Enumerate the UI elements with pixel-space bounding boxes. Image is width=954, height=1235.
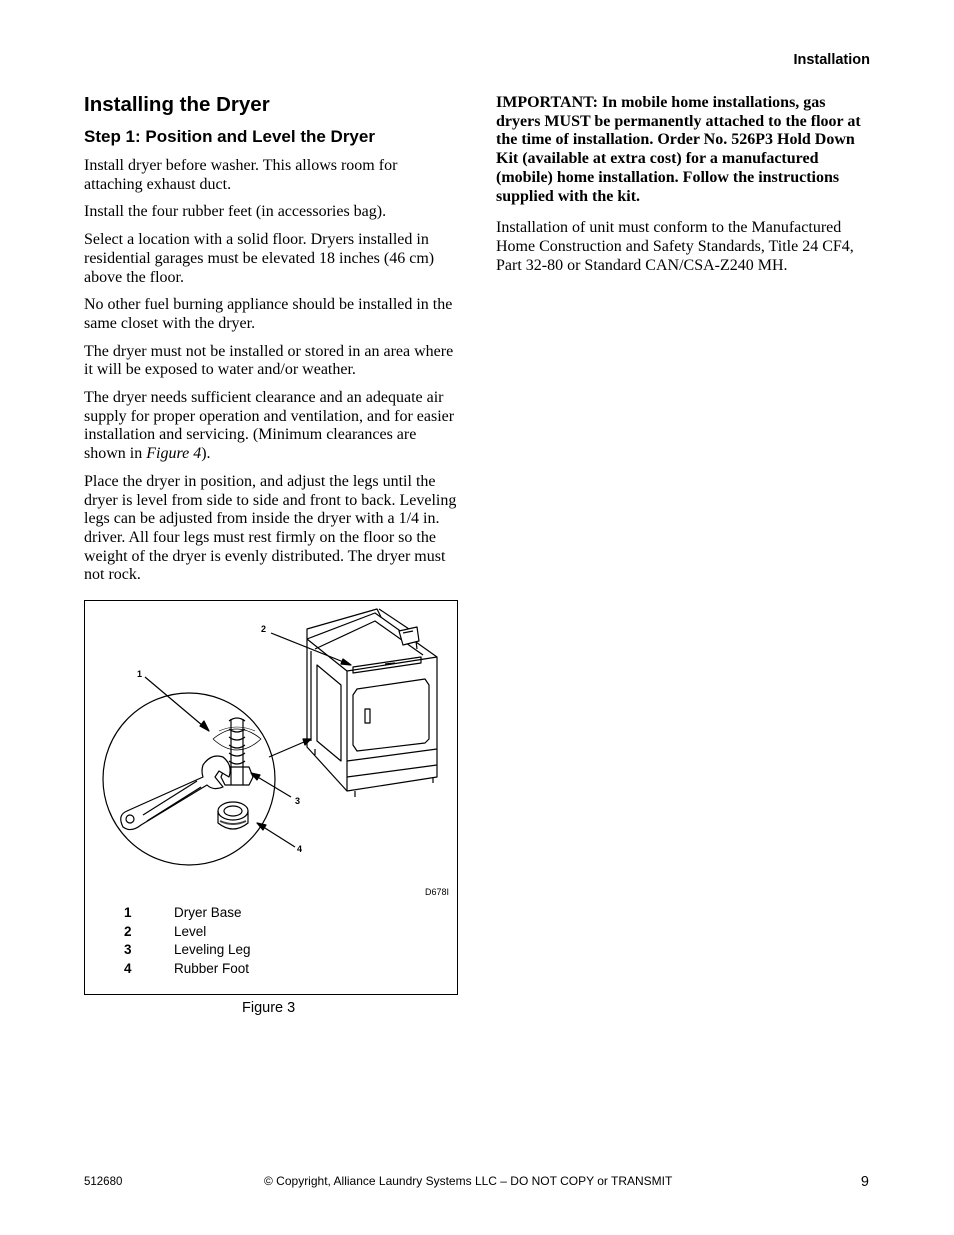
document-number: 512680 [84,1176,123,1188]
paragraph-install-order: Install dryer before washer. This allows room for attaching exhaust duct. [84,157,398,193]
clearance-text: The dryer needs sufficient clearance and an adequate air supply for proper operation and ventilation, and for easier installation and servicing. (Minimum clearances are shown in [84,389,455,463]
legend-label: Leveling Leg [174,942,251,958]
figure-4-reference: Figure 4 [146,445,202,463]
paragraph-location: Select a location with a solid floor. Dryers installed in residential garages must be elevated 18 inches (46 cm) above the floor. [84,231,435,286]
right-column [496,94,870,284]
figure-legend [124,904,251,979]
figure-code: D678I [424,887,449,897]
page-title: Installing the Dryer [84,93,270,116]
section-header: Installation [793,52,870,68]
callout-2: 2 [261,624,267,634]
figure-caption: Figure 3 [242,1000,296,1016]
paragraph-water-weather: The dryer must not be installed or stored in an area where it will be exposed to water and/or weather. [84,342,454,379]
legend-item [124,960,251,979]
callout-3: 3 [295,796,301,806]
legend-number: 4 [124,961,132,977]
important-notice: IMPORTANT: In mobile home installations, gas dryers MUST be permanently attached to the floor at the time of installation. Order No. 526P3 Hold Down Kit (available at extra cost) for a manufactured (mobile) home installation. Follow the instructions supplied with the kit. [496,94,861,205]
left-column [84,92,458,594]
paragraph-fuel-appliance: No other fuel burning appliance should be installed in the same closet with the dryer. [84,296,453,332]
page-number: 9 [860,1174,869,1190]
step-heading: Step 1: Position and Level the Dryer [84,127,375,146]
callout-1: 1 [137,669,143,679]
legend-item [124,941,251,960]
clearance-text-end: ). [201,445,211,463]
rubber-foot-icon [218,802,248,820]
paragraph-rubber-feet: Install the four rubber feet (in accessories bag). [84,203,387,221]
paragraph-clearance [84,389,458,464]
legend-item [124,904,251,923]
paragraph-leveling: Place the dryer in position, and adjust the legs until the dryer is level from side to side and front to back. Leveling legs can be adjusted from inside the dryer with a 1/4 in. driver. All four legs must rest firmly on the floor so the weight of the dryer is evenly distributed. The dryer must not rock. [84,472,457,584]
paragraph-standards: Installation of unit must conform to the Manufactured Home Construction and Safety Standards, Title 24 CF4, Part 32-80 or Standard CAN/CSA-Z240 MH. [496,219,854,274]
legend-label: Rubber Foot [174,961,250,977]
legend-number: 2 [124,923,132,939]
copyright-notice: © Copyright, Alliance Laundry Systems LLC – DO NOT COPY or TRANSMIT [264,1174,673,1188]
figure-3-box [84,600,458,995]
legend-number: 1 [124,905,132,920]
legend-label: Dryer Base [174,905,242,920]
legend-number: 3 [124,942,132,958]
legend-item [124,923,251,942]
callout-4: 4 [297,844,303,854]
legend-label: Level [174,923,207,939]
